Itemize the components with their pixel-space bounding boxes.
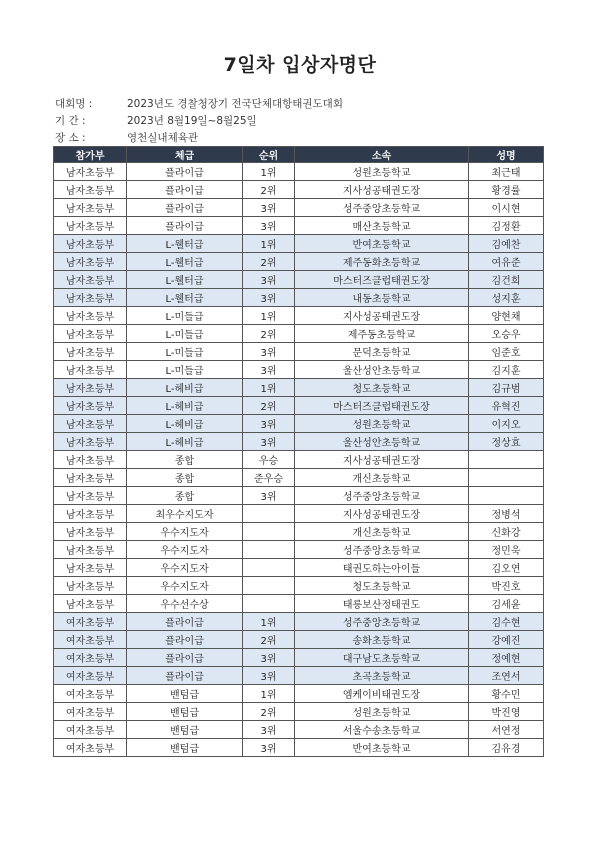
rank-cell xyxy=(243,595,295,613)
weight-class-cell: L-미들급 xyxy=(127,343,243,361)
rank-cell: 1위 xyxy=(243,307,295,325)
name-cell: 오승우 xyxy=(469,325,544,343)
table-row xyxy=(54,667,544,685)
weight-class-cell: 플라이급 xyxy=(127,199,243,217)
division-cell: 남자초등부 xyxy=(54,199,127,217)
rank-cell xyxy=(243,559,295,577)
affiliation-cell: 지사성공태권도장 xyxy=(295,451,469,469)
table-row xyxy=(54,523,544,541)
name-cell: 김예찬 xyxy=(469,235,544,253)
table-row xyxy=(54,631,544,649)
weight-class-cell: 우수선수상 xyxy=(127,595,243,613)
table-row xyxy=(54,235,544,253)
table-row xyxy=(54,199,544,217)
table-row xyxy=(54,325,544,343)
division-cell: 남자초등부 xyxy=(54,469,127,487)
division-cell: 남자초등부 xyxy=(54,325,127,343)
name-cell: 정상효 xyxy=(469,433,544,451)
weight-class-cell: L-웰터급 xyxy=(127,289,243,307)
table-row xyxy=(54,649,544,667)
rank-cell: 2위 xyxy=(243,703,295,721)
table-row xyxy=(54,721,544,739)
weight-class-cell: 플라이급 xyxy=(127,667,243,685)
name-cell: 박진호 xyxy=(469,577,544,595)
name-cell: 강예진 xyxy=(469,631,544,649)
division-cell: 남자초등부 xyxy=(54,523,127,541)
header-weight-class: 체급 xyxy=(127,147,243,163)
table-row xyxy=(54,163,544,181)
affiliation-cell: 성원초등학교 xyxy=(295,163,469,181)
affiliation-cell: 마스터즈클럽태권도장 xyxy=(295,271,469,289)
affiliation-cell: 지사성공태권도장 xyxy=(295,181,469,199)
affiliation-cell: 청도초등학교 xyxy=(295,577,469,595)
table-row xyxy=(54,487,544,505)
table-row xyxy=(54,469,544,487)
division-cell: 남자초등부 xyxy=(54,415,127,433)
division-cell: 남자초등부 xyxy=(54,595,127,613)
weight-class-cell: L-미들급 xyxy=(127,307,243,325)
weight-class-cell: 종합 xyxy=(127,469,243,487)
division-cell: 여자초등부 xyxy=(54,721,127,739)
affiliation-cell: 대구남도초등학교 xyxy=(295,649,469,667)
table-row xyxy=(54,307,544,325)
division-cell: 여자초등부 xyxy=(54,631,127,649)
name-cell xyxy=(469,487,544,505)
rank-cell: 3위 xyxy=(243,271,295,289)
affiliation-cell: 내동초등학교 xyxy=(295,289,469,307)
division-cell: 남자초등부 xyxy=(54,559,127,577)
rank-cell: 2위 xyxy=(243,397,295,415)
table-row xyxy=(54,253,544,271)
rank-cell xyxy=(243,577,295,595)
weight-class-cell: 최우수지도자 xyxy=(127,505,243,523)
name-cell: 정병석 xyxy=(469,505,544,523)
weight-class-cell: 밴텀급 xyxy=(127,685,243,703)
rank-cell: 3위 xyxy=(243,199,295,217)
division-cell: 여자초등부 xyxy=(54,613,127,631)
division-cell: 남자초등부 xyxy=(54,217,127,235)
name-cell: 임준호 xyxy=(469,343,544,361)
division-cell: 남자초등부 xyxy=(54,163,127,181)
rank-cell: 3위 xyxy=(243,217,295,235)
header-rank: 순위 xyxy=(243,147,295,163)
name-cell: 조연서 xyxy=(469,667,544,685)
division-cell: 남자초등부 xyxy=(54,289,127,307)
table-row xyxy=(54,433,544,451)
table-row xyxy=(54,739,544,757)
period-row xyxy=(55,113,257,128)
table-row xyxy=(54,703,544,721)
division-cell: 남자초등부 xyxy=(54,577,127,595)
name-cell: 양현채 xyxy=(469,307,544,325)
rank-cell: 3위 xyxy=(243,739,295,757)
rank-cell: 2위 xyxy=(243,181,295,199)
division-cell: 남자초등부 xyxy=(54,541,127,559)
affiliation-cell: 문덕초등학교 xyxy=(295,343,469,361)
name-cell: 김지훈 xyxy=(469,361,544,379)
division-cell: 남자초등부 xyxy=(54,181,127,199)
division-cell: 남자초등부 xyxy=(54,505,127,523)
weight-class-cell: 플라이급 xyxy=(127,217,243,235)
weight-class-cell: 플라이급 xyxy=(127,181,243,199)
division-cell: 남자초등부 xyxy=(54,361,127,379)
name-cell: 김유경 xyxy=(469,739,544,757)
affiliation-cell: 개신초등학교 xyxy=(295,469,469,487)
name-cell: 유혁진 xyxy=(469,397,544,415)
name-cell: 황경률 xyxy=(469,181,544,199)
competition-name-row xyxy=(55,96,343,111)
name-cell: 김건희 xyxy=(469,271,544,289)
venue-label: 장 소 : xyxy=(55,132,86,144)
affiliation-cell: 성주중앙초등학교 xyxy=(295,613,469,631)
winners-table xyxy=(53,146,544,757)
rank-cell: 1위 xyxy=(243,379,295,397)
rank-cell: 1위 xyxy=(243,613,295,631)
affiliation-cell: 제주동초등학교 xyxy=(295,325,469,343)
rank-cell: 3위 xyxy=(243,721,295,739)
table-row xyxy=(54,541,544,559)
affiliation-cell: 초곡초등학교 xyxy=(295,667,469,685)
affiliation-cell: 매산초등학교 xyxy=(295,217,469,235)
name-cell: 황수민 xyxy=(469,685,544,703)
weight-class-cell: L-헤비급 xyxy=(127,397,243,415)
rank-cell xyxy=(243,505,295,523)
table-row xyxy=(54,613,544,631)
name-cell: 이지오 xyxy=(469,415,544,433)
rank-cell: 3위 xyxy=(243,361,295,379)
table-body xyxy=(54,163,544,757)
affiliation-cell: 성주중앙초등학교 xyxy=(295,541,469,559)
division-cell: 남자초등부 xyxy=(54,253,127,271)
division-cell: 남자초등부 xyxy=(54,379,127,397)
weight-class-cell: L-헤비급 xyxy=(127,415,243,433)
name-cell: 이시현 xyxy=(469,199,544,217)
division-cell: 여자초등부 xyxy=(54,685,127,703)
rank-cell xyxy=(243,523,295,541)
weight-class-cell: L-미들급 xyxy=(127,361,243,379)
affiliation-cell: 반여초등학교 xyxy=(295,235,469,253)
division-cell: 여자초등부 xyxy=(54,739,127,757)
weight-class-cell: 밴텀급 xyxy=(127,739,243,757)
table-row xyxy=(54,289,544,307)
affiliation-cell: 서울수송초등학교 xyxy=(295,721,469,739)
table-row xyxy=(54,217,544,235)
header-affiliation: 소속 xyxy=(295,147,469,163)
affiliation-cell: 엠케이비태권도장 xyxy=(295,685,469,703)
name-cell xyxy=(469,469,544,487)
division-cell: 남자초등부 xyxy=(54,307,127,325)
affiliation-cell: 마스터즈클럽태권도장 xyxy=(295,397,469,415)
table-row xyxy=(54,181,544,199)
name-cell: 최근태 xyxy=(469,163,544,181)
weight-class-cell: 플라이급 xyxy=(127,613,243,631)
weight-class-cell: 플라이급 xyxy=(127,631,243,649)
table-row xyxy=(54,685,544,703)
weight-class-cell: L-웰터급 xyxy=(127,235,243,253)
name-cell: 정민욱 xyxy=(469,541,544,559)
rank-cell: 1위 xyxy=(243,685,295,703)
rank-cell: 준우승 xyxy=(243,469,295,487)
header-division: 참가부 xyxy=(54,147,127,163)
weight-class-cell: 우수지도자 xyxy=(127,523,243,541)
affiliation-cell: 지사성공태권도장 xyxy=(295,505,469,523)
rank-cell: 3위 xyxy=(243,415,295,433)
table-row xyxy=(54,343,544,361)
division-cell: 남자초등부 xyxy=(54,397,127,415)
affiliation-cell: 울산성안초등학교 xyxy=(295,361,469,379)
weight-class-cell: L-웰터급 xyxy=(127,271,243,289)
affiliation-cell: 청도초등학교 xyxy=(295,379,469,397)
table-row xyxy=(54,379,544,397)
table-header-row xyxy=(54,147,544,163)
rank-cell: 3위 xyxy=(243,343,295,361)
page-title: 7일차 입상자명단 xyxy=(223,54,377,76)
table-row xyxy=(54,397,544,415)
division-cell: 여자초등부 xyxy=(54,649,127,667)
affiliation-cell: 지사성공태권도장 xyxy=(295,307,469,325)
division-cell: 남자초등부 xyxy=(54,343,127,361)
affiliation-cell: 울산성안초등학교 xyxy=(295,433,469,451)
rank-cell: 3위 xyxy=(243,649,295,667)
name-cell: 김규범 xyxy=(469,379,544,397)
table-row xyxy=(54,559,544,577)
affiliation-cell: 송화초등학교 xyxy=(295,631,469,649)
division-cell: 남자초등부 xyxy=(54,451,127,469)
division-cell: 여자초등부 xyxy=(54,703,127,721)
table-row xyxy=(54,577,544,595)
name-cell: 김세윤 xyxy=(469,595,544,613)
rank-cell: 3위 xyxy=(243,667,295,685)
affiliation-cell: 태권도하는아이들 xyxy=(295,559,469,577)
affiliation-cell: 개신초등학교 xyxy=(295,523,469,541)
venue-value: 영천실내체육관 xyxy=(127,132,199,144)
name-cell: 여유준 xyxy=(469,253,544,271)
name-cell: 정예현 xyxy=(469,649,544,667)
competition-name-label: 대회명 : xyxy=(55,98,93,110)
period-value: 2023년 8월19일~8월25일 xyxy=(127,115,257,127)
table-row xyxy=(54,415,544,433)
name-cell: 김정환 xyxy=(469,217,544,235)
division-cell: 남자초등부 xyxy=(54,433,127,451)
table-row xyxy=(54,505,544,523)
table-row xyxy=(54,451,544,469)
affiliation-cell: 성주중앙초등학교 xyxy=(295,487,469,505)
weight-class-cell: 밴텀급 xyxy=(127,703,243,721)
weight-class-cell: 우수지도자 xyxy=(127,559,243,577)
rank-cell: 2위 xyxy=(243,253,295,271)
table-row xyxy=(54,361,544,379)
rank-cell: 우승 xyxy=(243,451,295,469)
affiliation-cell: 성주중앙초등학교 xyxy=(295,199,469,217)
rank-cell: 3위 xyxy=(243,487,295,505)
weight-class-cell: 종합 xyxy=(127,451,243,469)
weight-class-cell: L-헤비급 xyxy=(127,433,243,451)
division-cell: 남자초등부 xyxy=(54,235,127,253)
weight-class-cell: 플라이급 xyxy=(127,649,243,667)
affiliation-cell: 제주동화초등학교 xyxy=(295,253,469,271)
rank-cell: 1위 xyxy=(243,163,295,181)
division-cell: 남자초등부 xyxy=(54,487,127,505)
rank-cell: 2위 xyxy=(243,631,295,649)
weight-class-cell: 우수지도자 xyxy=(127,577,243,595)
venue-row xyxy=(55,130,198,145)
weight-class-cell: 플라이급 xyxy=(127,163,243,181)
name-cell: 성지훈 xyxy=(469,289,544,307)
name-cell: 김수현 xyxy=(469,613,544,631)
header-name: 성명 xyxy=(469,147,544,163)
affiliation-cell: 반여초등학교 xyxy=(295,739,469,757)
rank-cell: 3위 xyxy=(243,289,295,307)
table-row xyxy=(54,595,544,613)
weight-class-cell: L-헤비급 xyxy=(127,379,243,397)
affiliation-cell: 성원초등학교 xyxy=(295,703,469,721)
weight-class-cell: 밴텀급 xyxy=(127,721,243,739)
division-cell: 남자초등부 xyxy=(54,271,127,289)
name-cell: 김오연 xyxy=(469,559,544,577)
weight-class-cell: 우수지도자 xyxy=(127,541,243,559)
affiliation-cell: 성원초등학교 xyxy=(295,415,469,433)
name-cell: 서연정 xyxy=(469,721,544,739)
competition-name-value: 2023년도 경찰청장기 전국단체대항태권도대회 xyxy=(127,98,343,110)
affiliation-cell: 태릉보산정태권도 xyxy=(295,595,469,613)
rank-cell: 2위 xyxy=(243,325,295,343)
name-cell: 신화강 xyxy=(469,523,544,541)
rank-cell: 3위 xyxy=(243,433,295,451)
weight-class-cell: L-웰터급 xyxy=(127,253,243,271)
table-row xyxy=(54,271,544,289)
name-cell xyxy=(469,451,544,469)
rank-cell xyxy=(243,541,295,559)
period-label: 기 간 : xyxy=(55,115,86,127)
name-cell: 박진영 xyxy=(469,703,544,721)
weight-class-cell: L-미들급 xyxy=(127,325,243,343)
rank-cell: 1위 xyxy=(243,235,295,253)
weight-class-cell: 종합 xyxy=(127,487,243,505)
division-cell: 여자초등부 xyxy=(54,667,127,685)
